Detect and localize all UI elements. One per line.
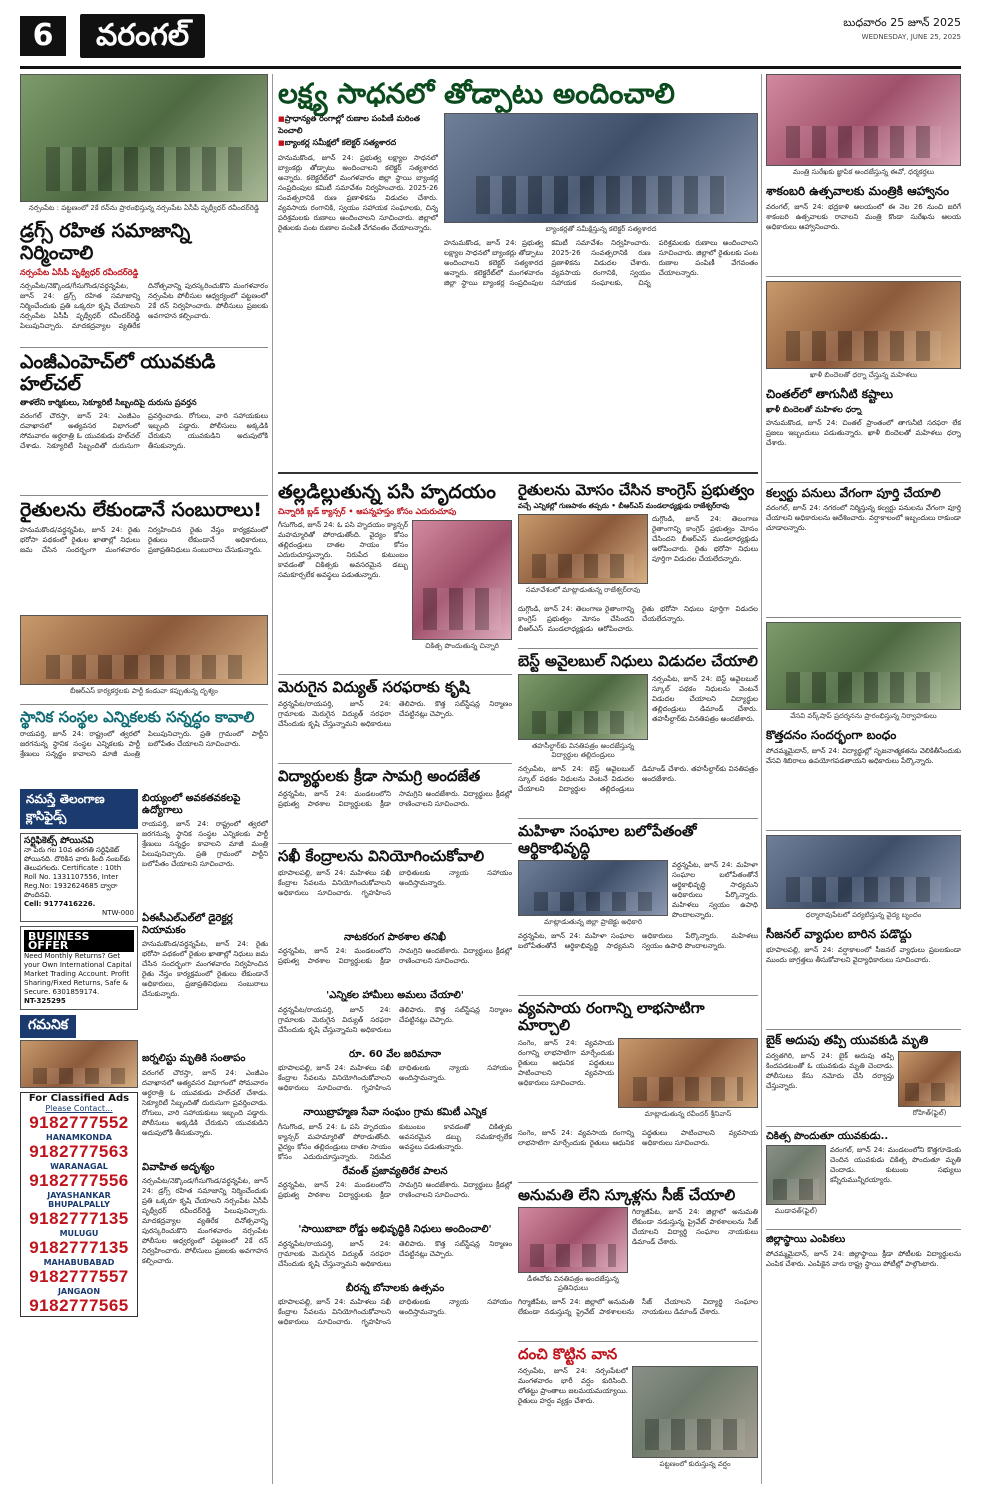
divider bbox=[278, 472, 758, 474]
headline: కొత్తదనం సందర్భంగా బంధం bbox=[766, 728, 897, 743]
classifieds-column bbox=[20, 789, 138, 1317]
article-body: గీసుగొండ, జూన్ 24: ఓ పసి హృదయం క్యాన్సర్ మహమ్మారితో పోరాడుతోంది. వైద్యం కోసం తల్లిదండ్రులు దాతల సాయం కోసం ఎదురుచూస్తున్నారు. నిరుపేద కుటుంబం కావడంతో చికిత్సకు అవసరమైన డబ్బు సమకూర్చలేక అవస్థలు పడుతున్నారు. bbox=[278, 521, 408, 580]
article-body: వర్ధన్నపేట, జూన్ 24: మహిళా సంఘాల బలోపేతంతోనే ఆర్థికాభివృద్ధి సాధ్యమని అధికారులు పేర్కొన్నారు. మహిళలు స్వయం ఉపాధి పొందాలన్నారు. bbox=[672, 861, 758, 920]
article-body: హనుమకొండ, జూన్ 24: చింతల్ ప్రాంతంలో తాగునీటి సరఫరా లేక ప్రజలు ఇబ్బందులు పడుతున్నారు. ఖాళీ బిందెలతో మహిళలు ధర్నా చేశారు. bbox=[766, 418, 961, 447]
headline: అనుమతి లేని స్కూళ్లను సీజ్ చేయాలి bbox=[518, 1185, 736, 1204]
headline: తల్లడిల్లుతున్న పసి హృదయం bbox=[278, 481, 496, 504]
article-body: సంగెం, జూన్ 24: వ్యవసాయ రంగాన్ని లాభసాటిగా మార్చేందుకు రైతులు ఆధునిక పద్ధతులు పాటించాలని వ్యవసాయ అధికారులు సూచించారు. bbox=[518, 1038, 614, 1087]
photo-caption: సమావేశంలో మాట్లాడుతున్న రాజేశ్వర్‌రావు bbox=[525, 586, 641, 595]
photo-water-protest bbox=[766, 281, 961, 369]
divider bbox=[518, 1341, 758, 1342]
story-with-photo bbox=[766, 1051, 961, 1122]
article-body: నర్సంపేట, జూన్ 24: నర్సంపేటలో మంగళవారం భారీ వర్షం కురిసింది. లోతట్టు ప్రాంతాలు జలమయమయ్యాయి. రైతులు హర్షం వ్యక్తం చేశారు. bbox=[518, 1367, 628, 1406]
divider bbox=[766, 1029, 961, 1030]
headline: 'సాయిబాబా రోడ్డు అభివృద్ధికి నిధులు అందించాలి' bbox=[298, 1224, 492, 1236]
classified-region: JAYASHANKAR BHUPALPALLY bbox=[47, 1191, 111, 1210]
photo-wrap bbox=[518, 674, 648, 764]
article-body: భూపాలపల్లి, జూన్ 24: వర్షాకాలంలో సీజనల్ వ్యాధులు ప్రబలకుండా ముందు జాగ్రత్తలు తీసుకోవాలని వైద్యాధికారులు సూచించారు. bbox=[766, 945, 961, 964]
divider bbox=[518, 995, 758, 996]
photo-women-groups bbox=[518, 860, 668, 916]
lead-bullet: ■ బ్యాంకర్ల సమీక్షలో కలెక్టర్ సత్యశారద bbox=[278, 137, 438, 149]
headline: నాటకరంగ పాఠశాల తనిఖీ bbox=[344, 931, 446, 943]
photo-farmers-meeting bbox=[518, 514, 648, 584]
article-body: గిర్మాజీపేట, జూన్ 24: జిల్లాలో అనుమతి లేకుండా నడుస్తున్న ప్రైవేట్ పాఠశాలలను సీజ్ చేయాలని విద్యార్థి సంఘాల నాయకులు డిమాండ్ చేశారు. bbox=[518, 1297, 758, 1316]
headline: కల్వర్టు పనులు వేగంగా పూర్తి చేయాలి bbox=[766, 485, 941, 500]
article-body: రాయపర్తి, జూన్ 24: రాష్ట్రంలో త్వరలో జరగనున్న స్థానిక సంస్థల ఎన్నికలకు పార్టీ శ్రేణులు సన్నద్ధం కావాలని మాజీ మంత్రి పిలుపునిచ్చారు. ప్రతి గ్రామంలో పార్టీని బలోపేతం చేయాలని సూచించారు. bbox=[142, 820, 268, 869]
headline: మహిళా సంఘాల బలోపేతంతో ఆర్థికాభివృద్ధి bbox=[518, 821, 697, 857]
masthead bbox=[20, 10, 961, 70]
photo-caption: పట్టణంలో కురుస్తున్న వర్షం bbox=[659, 1460, 731, 1469]
date-telugu: బుధవారం 25 జూన్ 2025 bbox=[843, 16, 961, 29]
article-body: పర్వతగిరి, జూన్ 24: బైక్ అదుపు తప్పి కిందపడటంతో ఓ యువకుడు మృతి చెందాడు. పోలీసులు కేసు నమోదు చేసి దర్యాప్తు చేస్తున్నారు. bbox=[766, 1051, 894, 1090]
headline: జర్నలిస్టు మృతికి సంతాపం bbox=[142, 1053, 246, 1065]
headline: వ్యవసాయ రంగాన్ని లాభసాటిగా మార్చాలి bbox=[518, 999, 705, 1035]
article-body: గిర్మాజీపేట, జూన్ 24: జిల్లాలో అనుమతి లేకుండా నడుస్తున్న ప్రైవేట్ పాఠశాలలను సీజ్ చేయాలని విద్యార్థి సంఘాల నాయకులు డిమాండ్ చేశారు. bbox=[632, 1207, 758, 1246]
headline: రూ. 60 వేల జరిమానా bbox=[348, 1048, 442, 1060]
photo-caption: వేసవి వర్క్‌షాప్ ప్రదర్శనను ప్రారంభిస్తున్న నిర్వాహకులు bbox=[790, 712, 937, 721]
article-body: నర్సంపేట/నెక్కొండ/గీసుగొండ/వర్ధన్నపేట, జూన్ 24: డ్రగ్స్ రహిత సమాజాన్ని నిర్మించేందుకు ప్రతి ఒక్కరూ కృషి చేయాలని నర్సంపేట ఏసీపీ పృథ్వీధర్‌ రవీందర్‌రెడ్డి పిలుపునిచ్చారు. మాదకద్రవ్యాల వ్యతిరేక దినోత్సవాన్ని పురస్కరించుకొని మంగళవారం నర్సంపేట పోలీసుల ఆధ్వర్యంలో పట్టణంలో 2కే రన్ నిర్వహించారు. పోలీసులు ప్రజలకు అవగాహన కల్పించారు. bbox=[20, 281, 268, 330]
photo-caption: డీఈవోకు వినతిపత్రం అందజేస్తున్న ప్రతినిధులు bbox=[527, 1274, 619, 1292]
kicker: చిన్నారికి బ్లడ్ క్యాన్సర్ • ఆపన్నహస్తం కోసం ఎదురుచూపు bbox=[278, 507, 457, 517]
page-date bbox=[843, 16, 961, 44]
classified-phone-number: 9182777556 bbox=[29, 1171, 129, 1191]
lead-left bbox=[278, 113, 438, 468]
article-body: పోచమ్మమైదాన్, జూన్ 24: విద్యార్థుల్లో సృజనాత్మకతను వెలికితీసేందుకు వేసవి శిబిరాలు ఉపయోగపడతాయని అధికారులు పేర్కొన్నారు. bbox=[766, 747, 961, 766]
column-left bbox=[20, 74, 268, 1317]
headline: బైక్ అదుపు తప్పి యువకుడి మృతి bbox=[766, 1032, 929, 1047]
notice-block bbox=[20, 1014, 138, 1088]
story-with-photo bbox=[518, 514, 758, 604]
column-right bbox=[766, 74, 961, 1329]
divider bbox=[766, 830, 961, 831]
article-body: పోచమ్మమైదాన్, జూన్ 24: జిల్లాస్థాయి క్రీడా పోటీలకు విద్యార్థులను ఎంపిక చేశారు. ఎంపికైన వారు రాష్ట్ర స్థాయి పోటీల్లో పాల్గొంటారు. bbox=[766, 1249, 961, 1268]
column-divider bbox=[272, 74, 273, 1484]
photo-caption: తహసీల్దార్‌కు వినతిపత్రం అందజేస్తున్న విద్యార్థుల తల్లిదండ్రులు bbox=[531, 741, 635, 759]
divider bbox=[20, 347, 268, 348]
article-body: హనుమకొండ/వర్ధన్నపేట, జూన్ 24: రైతు భరోసా పథకంలో రైతుల ఖాతాల్లో నిధులు జమ చేసిన సందర్భంగా మంగళవారం నిర్వహించిన రైతు నేస్తం కార్యక్రమంలో రైతులు లేకుండానే అధికారులు, ప్రజాప్రతినిధులు సంబురాలు చేసుకున్నారు. bbox=[142, 940, 268, 999]
article-body: నర్సంపేట, జూన్ 24: బెస్ట్ అవైలబుల్ స్కూల్ పథకం నిధులను వెంటనే విడుదల చేయాలని విద్యార్థుల తల్లిదండ్రులు డిమాండ్ చేశారు. తహసీల్దార్‌కు వినతిపత్రం అందజేశారు. bbox=[652, 674, 758, 723]
article-body: వర్ధన్నపేట/రాయపర్తి, జూన్ 24: గ్రామాలకు మెరుగైన విద్యుత్ సరఫరా చేసేందుకు కృషి చేస్తున్నామని అధికారులు తెలిపారు. కొత్త సబ్‌స్టేషన్ల నిర్మాణం చేపట్టినట్లు చెప్పారు. bbox=[278, 1005, 512, 1034]
headline: 'ఎన్నికల హామీలు అమలు చేయాలి' bbox=[326, 990, 464, 1002]
headline: సీజనల్ వ్యాధుల బారిన పడొద్దు bbox=[766, 927, 912, 942]
headline: చికిత్స పొందుతూ యువకుడు.. bbox=[766, 1130, 889, 1142]
divider bbox=[20, 495, 268, 496]
lead-headline: లక్ష్య సాధనలో తోడ్పాటు అందించాలి bbox=[278, 77, 675, 110]
photo-caption: రోహిత్(ఫైల్) bbox=[912, 1108, 947, 1117]
photo-wrap bbox=[518, 860, 668, 931]
photo-caption: బీఆర్‌ఎస్ కార్యకర్తలకు పార్టీ కండువా కప్పుతున్న దృశ్యం bbox=[70, 687, 218, 696]
divider bbox=[766, 482, 961, 483]
article-body: భూపాలపల్లి, జూన్ 24: మహిళలు సఖీ కేంద్రాల సేవలను వినియోగించుకోవాలని అధికారులు సూచించారు. గృహహింస బాధితులకు న్యాయ సహాయం అందిస్తామన్నారు. bbox=[278, 1298, 512, 1327]
classifieds-area bbox=[20, 789, 268, 1317]
headline: దంచి కొట్టిన వాన bbox=[518, 1344, 618, 1363]
headline: డ్రగ్స్ రహిత సమాజాన్ని నిర్మించాలి bbox=[20, 220, 191, 264]
classified-phone-number: 9182777135 bbox=[29, 1238, 129, 1258]
classified-phone-number: 9182777557 bbox=[29, 1267, 129, 1287]
headline: స్థానిక సంస్థల ఎన్నికలకు సన్నద్ధం కావాలి bbox=[20, 708, 255, 727]
classified-region: WARANAGAL bbox=[50, 1162, 108, 1172]
briefs-column bbox=[142, 789, 268, 1317]
center-subcolumn-a bbox=[278, 478, 512, 1476]
headline: వివాహిత అదృశ్యం bbox=[142, 1161, 215, 1173]
headline: విద్యార్థులకు క్రీడా సామగ్రి అందజేత bbox=[278, 767, 481, 786]
photo-caption: మంత్రి సురేఖకు జ్ఞాపిక అందజేస్తున్న ఈవో, ధర్మకర్తలు bbox=[792, 168, 935, 176]
headline: శాకంబరి ఉత్సవాలకు మంత్రికి ఆహ్వానం bbox=[766, 184, 950, 198]
lead-story bbox=[278, 113, 758, 468]
article-body: వర్ధన్నపేట, జూన్ 24: మండలంలోని ప్రభుత్వ పాఠశాల విద్యార్థులకు క్రీడా సామగ్రిని అందజేశారు. విద్యార్థులు క్రీడల్లో రాణించాలని సూచించారు. bbox=[278, 947, 512, 966]
classified-region: MULUGU bbox=[59, 1229, 99, 1239]
article-body: వరంగల్ చౌరస్తా, జూన్ 24: ఎంజీఎం దవాఖానలో అత్యవసర విభాగంలో సోమవారం అర్ధరాత్రి ఓ యువకుడు హల్‌చల్ చేశాడు. సెక్యూరిటీ సిబ్బందితో దురుసుగా ప్రవర్తించాడు. రోగులు, వారి సహాయకులు ఇబ్బంది పడ్డారు. పోలీసులు అక్కడికి చేరుకుని యువకుడిని అదుపులోకి తీసుకున్నారు. bbox=[20, 412, 268, 451]
page-number: 6 bbox=[20, 16, 66, 56]
column-center bbox=[278, 74, 758, 1476]
photo-wrap bbox=[632, 1366, 758, 1476]
divider bbox=[518, 818, 758, 819]
ad-code: NT-325295 bbox=[24, 997, 66, 1006]
article-body: భూపాలపల్లి, జూన్ 24: మహిళలు సఖీ కేంద్రాల సేవలను వినియోగించుకోవాలని అధికారులు సూచించారు. గృహహింస బాధితులకు న్యాయ సహాయం అందిస్తామన్నారు. bbox=[278, 868, 512, 897]
photo-workshop bbox=[766, 622, 961, 710]
photo-wrap bbox=[518, 1207, 628, 1297]
photo-petition bbox=[518, 674, 648, 740]
classified-phone-number: 9182777552 bbox=[29, 1113, 129, 1133]
divider bbox=[518, 648, 758, 649]
ad-phone: Cell: 9177416226. bbox=[24, 900, 96, 909]
photo-caption: ఖాళీ బిందెలతో ధర్నా చేస్తున్న మహిళలు bbox=[809, 370, 918, 379]
photo-wrap bbox=[518, 514, 648, 604]
article-body: వర్ధన్నపేట, జూన్ 24: మండలంలోని ప్రభుత్వ పాఠశాల విద్యార్థులకు క్రీడా సామగ్రిని అందజేశారు. విద్యార్థులు క్రీడల్లో రాణించాలని సూచించారు. bbox=[278, 789, 512, 808]
article-body: భూపాలపల్లి, జూన్ 24: మహిళలు సఖీ కేంద్రాల సేవలను వినియోగించుకోవాలని అధికారులు సూచించారు. గృహహింస బాధితులకు న్యాయ సహాయం అందిస్తామన్నారు. bbox=[278, 1064, 512, 1093]
divider bbox=[278, 843, 512, 844]
photo-schools-petition bbox=[518, 1207, 628, 1273]
photo-medical-team bbox=[766, 835, 961, 909]
headline: బీరన్న బోనాలకు ఉత్సవం bbox=[345, 1282, 445, 1294]
story-with-photo bbox=[766, 1145, 961, 1225]
article-body: వరంగల్, జూన్ 24: నగరంలో నిర్మిస్తున్న కల్వర్టు పనులను వేగంగా పూర్తి చేయాలని అధికారులను ఆదేశించారు. వర్షాకాలంలో ఇబ్బందులు రాకుండా చూడాలన్నారు. bbox=[766, 504, 961, 533]
photo-victim bbox=[898, 1051, 961, 1107]
ad-title: సర్టిఫికెట్స్ పోయినవి bbox=[24, 836, 94, 847]
headline: బియ్యంలో అవకతవకలపై ఉద్యోగాలు bbox=[142, 793, 241, 816]
photo-caption: నర్సంపేట : పట్టణంలో 2కే రన్‌ను ప్రారంభిస్తున్న నర్సంపేట ఏసీపీ పృథ్వీధర్‌ రవీందర్‌రెడ్డి bbox=[28, 204, 260, 212]
headline: బెస్ట్ అవైలబుల్ నిధులు విడుదల చేయాలి bbox=[518, 652, 758, 671]
article-body: దుగ్గొండి, జూన్ 24: తెలంగాణ రైతాంగాన్ని కాంగ్రెస్ ప్రభుత్వం మోసం చేసిందని బీఆర్‌ఎస్ మండలాధ్యక్షుడు ఆరోపించారు. రైతు భరోసా నిధులు పూర్తిగా విడుదల చేయలేదన్నారు. bbox=[652, 515, 758, 564]
center-subcolumn-b bbox=[518, 478, 758, 1476]
photo-caption: మాట్లాడుతున్న రవీందర్ శ్రీనివాస్ bbox=[644, 1109, 732, 1118]
ad-code: NTW-000 bbox=[101, 909, 134, 918]
lead-right bbox=[444, 113, 758, 468]
article-body: రాయపర్తి, జూన్ 24: రాష్ట్రంలో త్వరలో జరగనున్న స్థానిక సంస్థల ఎన్నికలకు పార్టీ శ్రేణులు సన్నద్ధం కావాలని మాజీ మంత్రి పిలుపునిచ్చారు. ప్రతి గ్రామంలో పార్టీని బలోపేతం చేయాలని సూచించారు. bbox=[20, 730, 268, 759]
headline: నాయిబ్రాహ్మణ సేవా సంఘం గ్రామ కమిటీ ఎన్నిక bbox=[303, 1107, 487, 1119]
photo-caption: చికిత్స పొందుతున్న చిన్నారి bbox=[425, 642, 499, 651]
kicker: వచ్చే ఎన్నికల్లో గుణపాఠం తప్పదు • బీఆర్‌ఎస్ మండలాధ్యక్షుడు రాజేశ్వర్‌రావు bbox=[518, 502, 730, 511]
classified-contact bbox=[20, 1092, 138, 1317]
classified-phone-number: 9182777135 bbox=[29, 1209, 129, 1229]
ad-title: BUSINESS OFFER bbox=[24, 930, 134, 952]
notice-label: గమనిక bbox=[20, 1015, 76, 1038]
photo-wrap bbox=[412, 520, 512, 670]
photo-youth bbox=[766, 1145, 826, 1205]
headline: చింతల్‌లో తాగునీటి కష్టాలు bbox=[766, 386, 894, 401]
article-body: వరంగల్, జూన్ 24: భద్రకాళి ఆలయంలో ఈ నెల 26 నుంచి జరిగే శాకంబరి ఉత్సవాలకు రావాలని మంత్రి కొండా సురేఖను ఆలయ అధికారులు ఆహ్వానించారు. bbox=[766, 202, 961, 231]
notice-image bbox=[20, 1040, 138, 1088]
ad-body: Need Monthly Returns? Get your Own International Capital Market Trading Account. Profit Sharing/Fixed Returns, Safe & Secure. 6301859174. bbox=[24, 952, 132, 997]
ad-body: నా పేరు గల 10వ తరగతి సర్టిఫికెట్ పోయినది. దొరికిన వారు కింది నంబర్‌కు తెలుపగలరు. Certificate : 10th Roll No. 1331107556, Inter Reg.No: 1932624685 ద్వారా పొందినవి. bbox=[24, 846, 130, 900]
classified-region: JANGAON bbox=[57, 1287, 101, 1297]
headline: జిల్లాస్థాయి ఎంపికలు bbox=[766, 1234, 846, 1246]
story-with-photo bbox=[518, 1038, 758, 1128]
divider bbox=[766, 1126, 961, 1127]
divider bbox=[518, 1182, 758, 1183]
photo-2k-run bbox=[20, 74, 268, 202]
article-body: హనుమకొండ/వర్ధన్నపేట, జూన్ 24: రైతు భరోసా పథకంలో రైతుల ఖాతాల్లో నిధులు జమ చేసిన సందర్భంగా మంగళవారం నిర్వహించిన రైతు నేస్తం కార్యక్రమంలో రైతులు లేకుండానే అధికారులు, ప్రజాప్రతినిధులు సంబురాలు చేసుకున్నారు. bbox=[20, 526, 268, 555]
photo-caption: ముడావత్(ఫైల్) bbox=[774, 1207, 818, 1216]
story-with-photo bbox=[518, 1366, 758, 1476]
divider bbox=[20, 704, 268, 705]
headline: ఏఈసీఎల్‌ఎల్‌లో డైరెక్టర్ల నియామకం bbox=[142, 913, 233, 936]
article-body: హనుమకొండ, జూన్ 24: ప్రభుత్వ లక్ష్యాల సాధనలో బ్యాంకర్లు తోడ్పాటు అందించాలని కలెక్టర్ సత్యశారద అన్నారు. కలెక్టరేట్‌లో మంగళవారం జిల్లా స్థాయి బ్యాంకర్ల సంప్రదింపుల కమిటీ సమావేశం నిర్వహించారు. 2025-26 సంవత్సరానికి రుణ ప్రణాళికను విడుదల చేశారు. వ్యవసాయ రంగానికి, స్వయం సహాయక సంఘాలకు, చిన్న పరిశ్రమలకు రుణాలు అందించాలని సూచించారు. జిల్లాలో రైతులకు పంట రుణాల పంపిణీ వేగవంతం చేయాలన్నారు. bbox=[278, 154, 438, 233]
article-body: వరంగల్ చౌరస్తా, జూన్ 24: ఎంజీఎం దవాఖానలో అత్యవసర విభాగంలో సోమవారం అర్ధరాత్రి ఓ యువకుడు హల్‌చల్ చేశాడు. సెక్యూరిటీ సిబ్బందితో దురుసుగా ప్రవర్తించాడు. రోగులు, వారి సహాయకులు ఇబ్బంది పడ్డారు. పోలీసులు అక్కడికి చేరుకుని యువకుడిని అదుపులోకి తీసుకున్నారు. bbox=[142, 1068, 268, 1137]
classified-region: HANAMKONDA bbox=[46, 1133, 112, 1143]
article-body: వర్ధన్నపేట/రాయపర్తి, జూన్ 24: గ్రామాలకు మెరుగైన విద్యుత్ సరఫరా చేసేందుకు కృషి చేస్తున్నామని అధికారులు తెలిపారు. కొత్త సబ్‌స్టేషన్ల నిర్మాణం చేపట్టినట్లు చెప్పారు. bbox=[278, 1239, 512, 1268]
divider bbox=[766, 617, 961, 618]
story-with-photo bbox=[518, 1207, 758, 1297]
article-body: వర్ధన్నపేట, జూన్ 24: మహిళా సంఘాల బలోపేతంతోనే ఆర్థికాభివృద్ధి సాధ్యమని అధికారులు పేర్కొన్నారు. మహిళలు స్వయం ఉపాధి పొందాలన్నారు. bbox=[518, 932, 758, 951]
headline: రైతులను లేకుండానే సంబురాలు! bbox=[20, 499, 262, 522]
divider bbox=[766, 1229, 961, 1230]
contact-head: For Classified Ads bbox=[28, 1093, 130, 1105]
date-english: WEDNESDAY, JUNE 25, 2025 bbox=[861, 33, 961, 41]
phone-list bbox=[21, 1113, 137, 1316]
article-body: వర్ధన్నపేట, జూన్ 24: మండలంలోని ప్రభుత్వ పాఠశాల విద్యార్థులకు క్రీడా సామగ్రిని అందజేశారు. విద్యార్థులు క్రీడల్లో రాణించాలని సూచించారు. bbox=[278, 1181, 512, 1200]
section-title: వరంగల్ bbox=[80, 14, 205, 58]
photo-party-event bbox=[20, 615, 268, 685]
article-body: వరంగల్, జూన్ 24: మండలంలోని కొత్తగూడెంకు చెందిన యువకుడు చికిత్స పొందుతూ మృతి చెందాడు. కుటుంబ సభ్యులు కన్నీరుమున్నీరయ్యారు. bbox=[830, 1146, 961, 1185]
headline: మెరుగైన విద్యుత్ సరఫరాకు కృషి bbox=[278, 678, 470, 697]
photo-bankers-meeting bbox=[444, 113, 758, 223]
photo-child bbox=[412, 520, 512, 640]
ad-certificates-lost bbox=[20, 833, 138, 922]
photo-minister bbox=[766, 74, 961, 166]
photo-caption: మాట్లాడుతున్న జిల్లా ప్రాజెక్టు అధికారి bbox=[543, 918, 643, 927]
photo-caption: ధర్మారావుపేటలో పర్యటిస్తున్న వైద్య బృందం bbox=[805, 911, 922, 920]
article-body: గీసుగొండ, జూన్ 24: ఓ పసి హృదయం క్యాన్సర్ మహమ్మారితో పోరాడుతోంది. వైద్యం కోసం తల్లిదండ్రులు దాతల సాయం కోసం ఎదురుచూస్తున్నారు. నిరుపేద కుటుంబం కావడంతో చికిత్సకు అవసరమైన డబ్బు సమకూర్చలేక అవస్థలు పడుతున్నారు. bbox=[278, 1122, 512, 1161]
classified-region: MAHABUBABAD bbox=[43, 1258, 115, 1268]
photo-caption: బ్యాంకర్లతో సమీక్షిస్తున్న కలెక్టర్ సత్యశారద bbox=[545, 225, 657, 234]
article-body: హనుమకొండ, జూన్ 24: ప్రభుత్వ లక్ష్యాల సాధనలో బ్యాంకర్లు తోడ్పాటు అందించాలని కలెక్టర్ సత్యశారద అన్నారు. కలెక్టరేట్‌లో మంగళవారం జిల్లా స్థాయి బ్యాంకర్ల సంప్రదింపుల కమిటీ సమావేశం నిర్వహించారు. 2025-26 సంవత్సరానికి రుణ ప్రణాళికను విడుదల చేశారు. వ్యవసాయ రంగానికి, స్వయం సహాయక సంఘాలకు, చిన్న పరిశ్రమలకు రుణాలు అందించాలని సూచించారు. జిల్లాలో రైతులకు పంట రుణాల పంపిణీ వేగవంతం చేయాలన్నారు. bbox=[444, 239, 758, 288]
contact-sub: Please Contact... bbox=[45, 1104, 113, 1114]
divider bbox=[278, 674, 512, 675]
photo-wrap bbox=[898, 1051, 961, 1122]
divider bbox=[278, 763, 512, 764]
column-divider bbox=[761, 74, 762, 1484]
headline: రేవంత్ ప్రజావ్యతిరేక పాలన bbox=[342, 1165, 448, 1177]
divider bbox=[766, 276, 961, 277]
ad-business-offer bbox=[20, 926, 138, 1010]
article-body: నర్సంపేట/నెక్కొండ/గీసుగొండ/వర్ధన్నపేట, జూన్ 24: డ్రగ్స్ రహిత సమాజాన్ని నిర్మించేందుకు ప్రతి ఒక్కరూ కృషి చేయాలని నర్సంపేట ఏసీపీ పృథ్వీధర్‌ రవీందర్‌రెడ్డి పిలుపునిచ్చారు. మాదకద్రవ్యాల వ్యతిరేక దినోత్సవాన్ని పురస్కరించుకొని మంగళవారం నర్సంపేట పోలీసుల ఆధ్వర్యంలో పట్టణంలో 2కే రన్ నిర్వహించారు. పోలీసులు ప్రజలకు అవగాహన కల్పించారు. bbox=[142, 1177, 268, 1266]
kicker: ఖాళీ బిందెలతో మహిళల ధర్నా bbox=[766, 404, 862, 414]
headline: రైతులను మోసం చేసిన కాంగ్రెస్ ప్రభుత్వం bbox=[518, 481, 755, 500]
masthead-rule bbox=[20, 66, 961, 69]
article-body: నర్సంపేట, జూన్ 24: బెస్ట్ అవైలబుల్ స్కూల్ పథకం నిధులను వెంటనే విడుదల చేయాలని విద్యార్థుల తల్లిదండ్రులు డిమాండ్ చేశారు. తహసీల్దార్‌కు వినతిపత్రం అందజేశారు. bbox=[518, 764, 758, 793]
article-body: దుగ్గొండి, జూన్ 24: తెలంగాణ రైతాంగాన్ని కాంగ్రెస్ ప్రభుత్వం మోసం చేసిందని బీఆర్‌ఎస్ మండలాధ్యక్షుడు ఆరోపించారు. రైతు భరోసా నిధులు పూర్తిగా విడుదల చేయలేదన్నారు. bbox=[518, 605, 758, 634]
classified-phone-number: 9182777565 bbox=[29, 1296, 129, 1316]
story-with-photo bbox=[278, 520, 512, 670]
lead-bullets bbox=[278, 113, 438, 149]
classified-phone-number: 9182777563 bbox=[29, 1142, 129, 1162]
photo-wrap bbox=[766, 1145, 826, 1225]
story-with-photo bbox=[518, 860, 758, 931]
kicker: తాళలేని కార్మికులు, సెక్యూరిటీ సిబ్బందిపై దురుసు ప్రవర్తన bbox=[20, 398, 197, 408]
photo-wrap bbox=[618, 1038, 758, 1128]
photo-rain bbox=[632, 1366, 758, 1458]
classifieds-header: నమస్తే తెలంగాణ క్లాసిఫైడ్స్ bbox=[20, 789, 138, 829]
lead-bullet: ■ ప్రాధాన్యత రంగాల్లో రుణాల పంపిణీ మరింత పెంచాలి bbox=[278, 113, 438, 137]
center-lower bbox=[278, 478, 758, 1476]
photo-agriculture bbox=[618, 1038, 758, 1108]
story-with-photo bbox=[518, 674, 758, 764]
byline: నర్సంపేట ఏసీపీ పృథ్వీధర్‌ రవీందర్‌రెడ్డి bbox=[20, 267, 139, 277]
article-body: సంగెం, జూన్ 24: వ్యవసాయ రంగాన్ని లాభసాటిగా మార్చేందుకు రైతులు ఆధునిక పద్ధతులు పాటించాలని వ్యవసాయ అధికారులు సూచించారు. bbox=[518, 1128, 758, 1147]
headline: ఎంజీఎంహెచ్‌లో యువకుడి హల్‌చల్ bbox=[20, 350, 216, 395]
article-body: వర్ధన్నపేట/రాయపర్తి, జూన్ 24: గ్రామాలకు మెరుగైన విద్యుత్ సరఫరా చేసేందుకు కృషి చేస్తున్నామని అధికారులు తెలిపారు. కొత్త సబ్‌స్టేషన్ల నిర్మాణం చేపట్టినట్లు చెప్పారు. bbox=[278, 700, 512, 729]
headline: సఖీ కేంద్రాలను వినియోగించుకోవాలి bbox=[278, 846, 485, 865]
